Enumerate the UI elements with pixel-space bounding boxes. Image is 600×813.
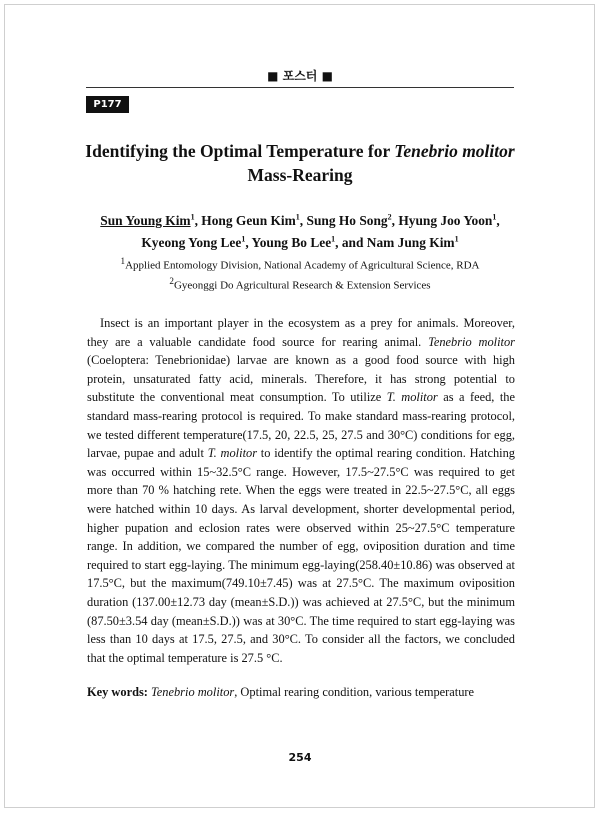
abstract-species: Tenebrio molitor	[428, 334, 515, 349]
poster-code-badge: P177	[86, 96, 129, 113]
author-separator: ,	[391, 213, 399, 228]
author-name: Sun Young Kim	[100, 213, 191, 228]
title-prefix: Identifying the Optimal Temperature for	[85, 141, 395, 161]
title-suffix: Mass-Rearing	[247, 165, 353, 185]
section-header: ■ 포스터 ■	[267, 69, 333, 83]
abstract-text: as a feed, the standard mass-rearing protocol is required. To make standard mass-rearing protocol, we tested different temperature(17.5, 20, 22.5, 25, 27.5 and 30°C) conditions for egg, larvae, pupae and adult	[87, 390, 516, 461]
author-affiliation-mark: 1	[331, 234, 336, 244]
title-species: Tenebrio molitor	[394, 141, 515, 161]
affiliation-text: Applied Entomology Division, National Academy of Agricultural Science, RDA	[125, 259, 480, 272]
affiliation-list	[40, 254, 560, 293]
abstract-text: to identify the optimal rearing condition. Hatching was occurred within 15~32.5°C range. However, 17.5~27.5°C was required to get more than 70 % hatching rete. When the eggs were treated in 22.5~27.5°C, all eggs were hatched within 10 days. As larval development, shorter developmental period, higher pupation and eclosion rates were observed within 25~27.5°C temperature range. In addition, we compared the number of egg, oviposition duration and time required to start egg-laying. The minimum egg-laying(258.40±10.86) was observed at 17.5°C, but the maximum(749.10±7.45) was at 27.5°C. The maximum oviposition duration (137.00±12.73 day (mean±S.D.)) was achieved at 27.5°C, but the minimum (87.50±3.54 day (mean±S.D.)) was at 30°C. The time required to start egg-laying was less than 10 days at 17.5, 27.5, and 30°C. To consider all the factors, we concluded that the optimal temperature is 27.5 °C.	[87, 446, 515, 665]
abstract-body	[87, 314, 515, 667]
affiliation-text: Gyeonggi Do Agricultural Research & Extension Services	[173, 279, 431, 292]
keywords-rest: , Optimal rearing condition, various temperature	[234, 685, 475, 699]
author-list	[40, 210, 560, 254]
author-separator: ,	[299, 213, 307, 228]
author-name: Nam Jung Kim	[366, 235, 455, 250]
author-separator: ,	[194, 213, 202, 228]
author-name: Sung Ho Song	[306, 213, 388, 228]
author-separator: ,	[496, 213, 500, 228]
abstract-species: T. molitor	[386, 390, 438, 405]
author-name: Kyeong Yong Lee	[141, 235, 242, 250]
author-name: Young Bo Lee	[251, 235, 332, 250]
keywords-line	[87, 683, 515, 701]
abstract-text: Insect is an important player in the ecosystem as a prey for animals. Moreover, they are a valuable candidate food source for rearing animal.	[87, 316, 515, 349]
author-affiliation-mark: 1	[241, 234, 246, 244]
abstract-text: (Coeloptera: Tenebrionidae) larvae are known as a good food source with high protein, unsaturated fatty acid, minerals. Therefore, it has strong potential to substitute the conventional meat consumption. To utilize	[87, 353, 515, 405]
affiliation-line	[40, 254, 560, 274]
paper-title	[60, 139, 540, 187]
author-separator: ,	[245, 235, 252, 250]
author-affiliation-mark: 1	[454, 234, 459, 244]
header-divider	[86, 87, 514, 88]
author-name: Hyung Joo Yoon	[398, 213, 493, 228]
author-name: Hong Geun Kim	[201, 213, 296, 228]
affiliation-mark: 2	[169, 275, 174, 286]
keywords-label: Key words:	[87, 685, 148, 699]
author-and: , and	[335, 235, 367, 250]
author-affiliation-mark: 1	[295, 212, 300, 222]
author-affiliation-mark: 1	[492, 212, 497, 222]
author-affiliation-mark: 2	[387, 212, 392, 222]
author-affiliation-mark: 1	[190, 212, 195, 222]
affiliation-line	[40, 274, 560, 294]
affiliation-mark: 1	[120, 256, 126, 266]
abstract-species: T. molitor	[207, 446, 258, 461]
page-number: 254	[288, 751, 312, 764]
keywords-species: Tenebrio molitor	[151, 685, 235, 699]
